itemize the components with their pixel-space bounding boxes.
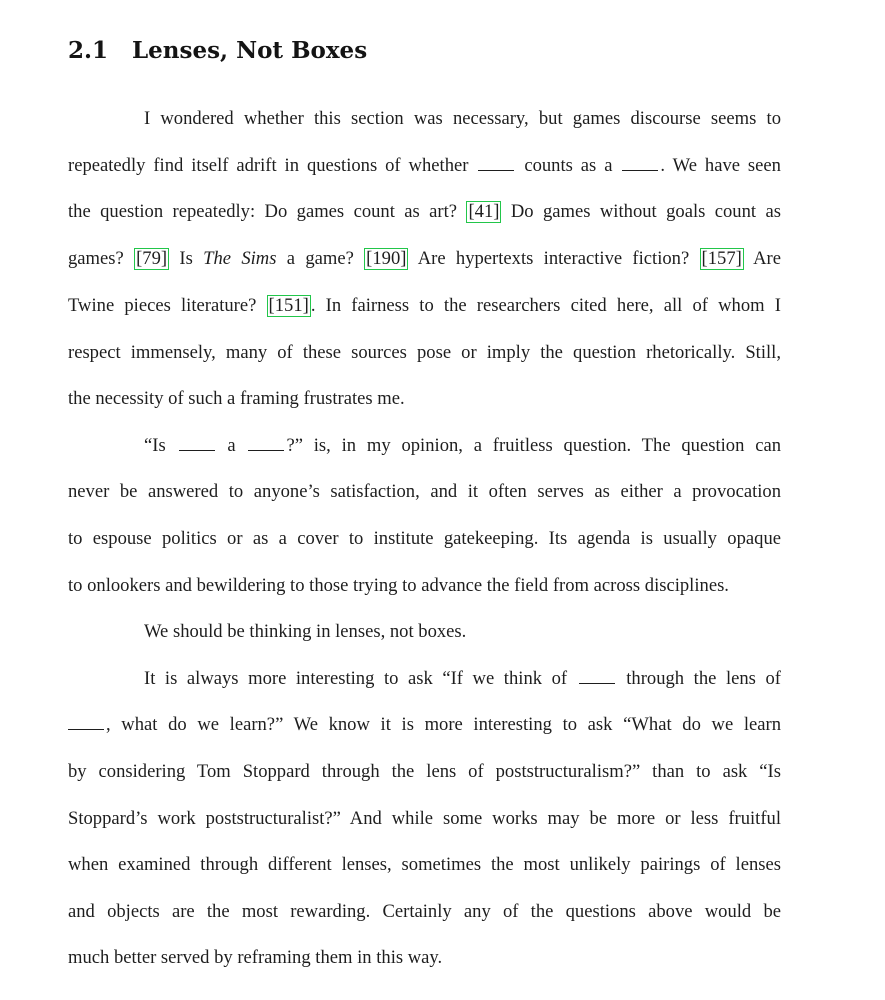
text-run: Do games without goals count as: [510, 201, 781, 222]
text-run: a game?: [286, 248, 354, 269]
text-run: when examined through different lenses, sometimes the most unlikely pairings of lenses: [68, 854, 781, 875]
paragraph-line: [68, 479, 781, 505]
paragraph-line: [68, 153, 781, 179]
text-run: ?” is, in my opinion, a fruitless question. The question can: [286, 435, 782, 456]
paragraph-line: [68, 712, 781, 738]
text-run: “Is: [144, 435, 166, 456]
text-run: by considering Tom Stoppard through the lens of poststructuralism?” than to ask “Is: [68, 761, 781, 782]
paragraph-line: [68, 852, 781, 878]
blank-placeholder: [179, 449, 215, 451]
blank-placeholder: [622, 169, 658, 171]
text-run: and objects are the most rewarding. Certainly any of the questions above would be: [68, 901, 781, 922]
paragraph-line: [68, 526, 781, 552]
text-run: . In fairness to the researchers cited here, all of whom I: [310, 295, 781, 316]
paragraph-line: [68, 759, 781, 785]
section-number: 2.1: [68, 37, 109, 64]
text-run: Are hypertexts interactive fiction?: [417, 248, 690, 269]
text-run: much better served by reframing them in this way.: [68, 947, 443, 968]
paragraph-line: [144, 106, 781, 132]
text-run: to espouse politics or as a cover to institute gatekeeping. Its agenda is usually opaque: [68, 528, 781, 549]
paragraph-line: [68, 293, 781, 319]
paragraph-line: [144, 619, 781, 645]
blank-placeholder: [579, 682, 615, 684]
text-run: games?: [68, 248, 124, 269]
text-run: to onlookers and bewildering to those trying to advance the field from across disciplines.: [68, 575, 729, 596]
citation-link-41[interactable]: [41]: [468, 201, 500, 222]
section-title: Lenses, Not Boxes: [132, 37, 368, 64]
paragraph-line: [68, 199, 781, 225]
paragraph-line: [68, 806, 781, 832]
text-run: the question repeatedly: Do games count as art?: [68, 201, 458, 222]
blank-placeholder: [248, 449, 284, 451]
paragraph-line: [68, 899, 781, 925]
text-run: Is: [179, 248, 193, 269]
paragraph-line: [68, 386, 781, 412]
text-run: repeatedly find itself adrift in questions of whether: [68, 155, 469, 176]
text-run: We should be thinking in lenses, not boxes.: [144, 621, 467, 642]
italic-title: The Sims: [203, 248, 277, 269]
text-run: I wondered whether this section was necessary, but games discourse seems to: [144, 108, 781, 129]
text-run: a: [227, 435, 236, 456]
paragraph-line: [144, 666, 781, 692]
text-run: It is always more interesting to ask “If we think of: [144, 668, 568, 689]
text-run: the necessity of such a framing frustrates me.: [68, 388, 405, 409]
paragraph-line: [68, 340, 781, 366]
text-run: counts as a: [524, 155, 613, 176]
paragraph-line: [68, 945, 781, 971]
text-run: Are: [753, 248, 781, 269]
citation-link-157[interactable]: [157]: [701, 248, 742, 269]
text-run: . We have seen: [660, 155, 781, 176]
blank-placeholder: [68, 728, 104, 730]
paragraph-line: [68, 573, 781, 599]
text-run: respect immensely, many of these sources pose or imply the question rhetorically. Still,: [68, 342, 781, 363]
paragraph-line: [68, 246, 781, 272]
text-run: Twine pieces literature?: [68, 295, 257, 316]
citation-link-190[interactable]: [190]: [366, 248, 407, 269]
text-run: never be answered to anyone’s satisfaction, and it often serves as either a provocation: [68, 481, 781, 502]
text-run: through the lens of: [626, 668, 781, 689]
citation-link-79[interactable]: [79]: [136, 248, 168, 269]
blank-placeholder: [478, 169, 514, 171]
paragraph-line: [144, 433, 781, 459]
section-heading: [68, 36, 367, 66]
text-run: Stoppard’s work poststructuralist?” And while some works may be more or less fruitful: [68, 808, 781, 829]
text-run: , what do we learn?” We know it is more interesting to ask “What do we learn: [106, 714, 781, 735]
citation-link-151[interactable]: [151]: [268, 295, 309, 316]
